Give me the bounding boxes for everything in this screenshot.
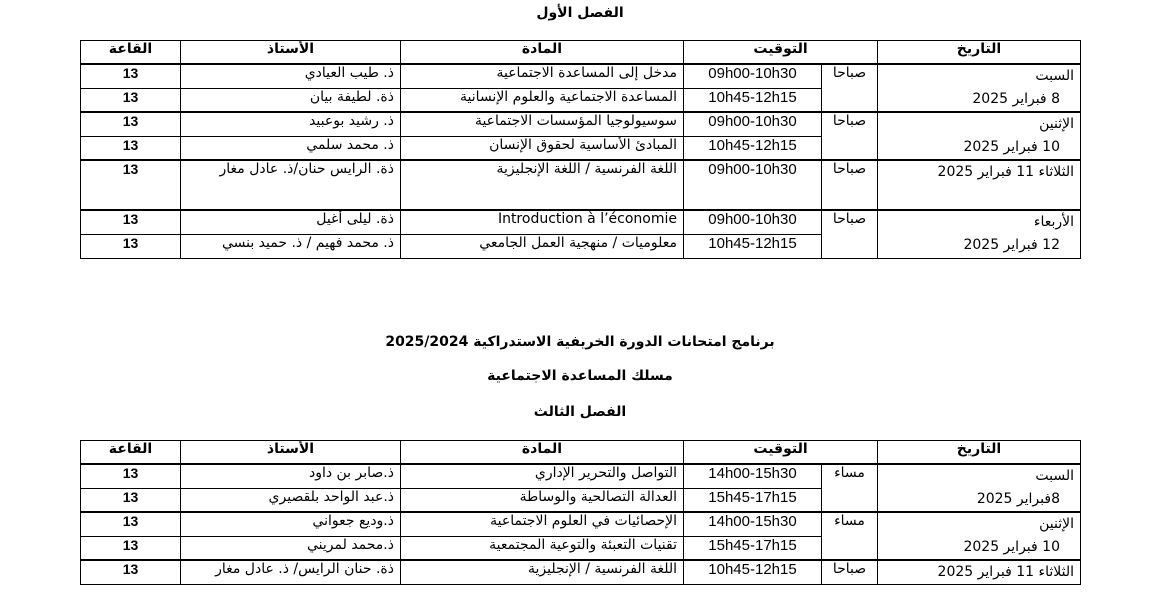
header-professor: الأستاذ xyxy=(181,441,401,465)
exam-subject: معلوميات / منهجية العمل الجامعي xyxy=(401,234,684,258)
exam-time: 09h00-10h30 xyxy=(684,210,822,234)
exam-subject: اللغة الفرنسية / اللغة الإنجليزية xyxy=(401,160,684,210)
exam-subject: Introduction à l’économie xyxy=(401,210,684,234)
exam-professor: ذة. لطيفة بيان xyxy=(181,88,401,112)
exam-room: 13 xyxy=(81,210,181,234)
exam-time: 10h45-12h15 xyxy=(684,234,822,258)
exam-professor: ذة. حنان الرايس/ ذ. عادل مغار xyxy=(181,560,401,585)
header-room: القاعة xyxy=(81,41,181,65)
day-cell xyxy=(878,464,1081,512)
exam-subject: الإحصائيات في العلوم الاجتماعية xyxy=(401,512,684,536)
header-professor: الأستاذ xyxy=(181,41,401,65)
day-date: 8 فبراير 2025 xyxy=(972,91,1060,107)
period-label: صباحا xyxy=(822,210,878,258)
day-cell xyxy=(878,210,1081,258)
schedule-table-top xyxy=(80,40,1081,259)
exam-room: 13 xyxy=(81,234,181,258)
day-name: الأربعاء xyxy=(1033,214,1074,230)
program-title: برنامج امتحانات الدورة الخريفية الاستدراكية 2025/2024 xyxy=(385,334,775,350)
exam-professor: ذة. الرايس حنان/ذ. عادل مغار xyxy=(181,160,401,210)
day-name: السبت xyxy=(1035,468,1074,484)
exam-time: 14h00-15h30 xyxy=(684,464,822,488)
exam-time: 10h45-12h15 xyxy=(684,136,822,160)
exam-time: 09h00-10h30 xyxy=(684,160,822,210)
exam-time: 10h45-12h15 xyxy=(684,88,822,112)
exam-subject: المساعدة الاجتماعية والعلوم الإنسانية xyxy=(401,88,684,112)
exam-room: 13 xyxy=(81,512,181,536)
exam-time: 09h00-10h30 xyxy=(684,112,822,136)
header-subject: المادة xyxy=(401,41,684,65)
day-cell xyxy=(878,160,1081,210)
exam-professor: ذ. طيب العيادي xyxy=(181,64,401,88)
exam-room: 13 xyxy=(81,136,181,160)
exam-professor: ذ. رشيد بوعبيد xyxy=(181,112,401,136)
header-room: القاعة xyxy=(81,441,181,465)
exam-professor: ذ.وديع جعواني xyxy=(181,512,401,536)
day-name: الثلاثاء 11 فبراير 2025 xyxy=(937,564,1074,580)
exam-room: 13 xyxy=(81,488,181,512)
exam-subject: اللغة الفرنسية / الإنجليزية xyxy=(401,560,684,585)
exam-time: 10h45-12h15 xyxy=(684,560,822,585)
day-date: 10 فبراير 2025 xyxy=(963,539,1060,555)
day-name: الإثنين xyxy=(1039,116,1074,132)
exam-professor: ذ. محمد سلمي xyxy=(181,136,401,160)
day-date: 10 فبراير 2025 xyxy=(963,139,1060,155)
exam-time: 14h00-15h30 xyxy=(684,512,822,536)
day-cell xyxy=(878,64,1081,112)
header-time: التوقيت xyxy=(684,41,878,65)
exam-subject: تقنيات التعبئة والتوعية المجتمعية xyxy=(401,536,684,560)
header-subject: المادة xyxy=(401,441,684,465)
header-date: التاريخ xyxy=(878,441,1081,465)
exam-subject: العدالة التصالحية والوساطة xyxy=(401,488,684,512)
period-label: صباحا xyxy=(822,112,878,160)
header-time: التوقيت xyxy=(684,441,878,465)
exam-time: 15h45-17h15 xyxy=(684,488,822,512)
exam-professor: ذ. محمد فهيم / ذ. حميد بنسي xyxy=(181,234,401,258)
period-label: صباحا xyxy=(822,160,878,210)
exam-subject: سوسيولوجيا المؤسسات الاجتماعية xyxy=(401,112,684,136)
day-cell xyxy=(878,560,1081,585)
day-name: الإثنين xyxy=(1039,516,1074,532)
exam-professor: ذة. ليلى أغيل xyxy=(181,210,401,234)
day-name: السبت xyxy=(1035,68,1074,84)
exam-subject: التواصل والتحرير الإداري xyxy=(401,464,684,488)
period-label: مساء xyxy=(822,512,878,560)
exam-professor: ذ.محمد لمريني xyxy=(181,536,401,560)
header-date: التاريخ xyxy=(878,41,1081,65)
exam-subject: المبادئ الأساسية لحقوق الإنسان xyxy=(401,136,684,160)
exam-room: 13 xyxy=(81,160,181,210)
schedule-table-bottom xyxy=(80,440,1081,585)
exam-room: 13 xyxy=(81,560,181,585)
exam-time: 15h45-17h15 xyxy=(684,536,822,560)
exam-room: 13 xyxy=(81,88,181,112)
semester-title-bottom: الفصل الثالث xyxy=(533,404,627,420)
semester-title-top: الفصل الأول xyxy=(536,5,624,21)
exam-professor: ذ.عبد الواحد بلقصيري xyxy=(181,488,401,512)
day-date: 12 فبراير 2025 xyxy=(963,237,1060,253)
period-label: صباحا xyxy=(822,64,878,112)
track-title: مسلك المساعدة الاجتماعية xyxy=(487,368,673,384)
exam-room: 13 xyxy=(81,536,181,560)
exam-room: 13 xyxy=(81,112,181,136)
period-label: صباحا xyxy=(822,560,878,585)
day-cell xyxy=(878,112,1081,160)
exam-time: 09h00-10h30 xyxy=(684,64,822,88)
day-cell xyxy=(878,512,1081,560)
day-date: 8فبراير 2025 xyxy=(976,491,1060,507)
exam-subject: مدخل إلى المساعدة الاجتماعية xyxy=(401,64,684,88)
exam-professor: ذ.صابر بن داود xyxy=(181,464,401,488)
exam-room: 13 xyxy=(81,464,181,488)
day-name: الثلاثاء 11 فبراير 2025 xyxy=(937,164,1074,180)
exam-room: 13 xyxy=(81,64,181,88)
period-label: مساء xyxy=(822,464,878,512)
